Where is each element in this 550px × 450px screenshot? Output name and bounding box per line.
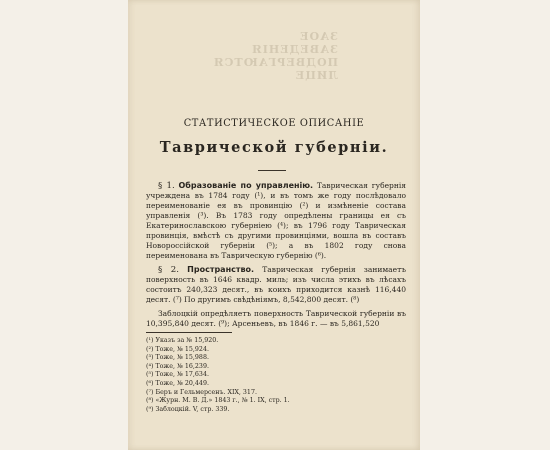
- section-heading: Образованіе по управленію.: [178, 181, 314, 190]
- footnote: (⁹) Заблоцкій. V, стр. 339.: [146, 405, 230, 413]
- footnote: (⁵) Тоже, № 17,634.: [146, 371, 209, 379]
- footnote: (⁷) Беръ и Гельмерсенъ. XIX, 317.: [146, 388, 257, 396]
- bleed-line: ЛИЦЕ: [294, 69, 338, 82]
- bleed-through-text: [212, 30, 338, 105]
- footnote: (¹) Указъ за № 15,920.: [146, 337, 219, 344]
- footnote: (²) Тоже, № 15,924.: [146, 345, 209, 353]
- page-subtitle: СТАТИСТИЧЕСКОЕ ОПИСАНІЕ: [183, 118, 365, 129]
- section-text: Таврическая губернія занимаетъ поверхность въ 1646 квадр. миль; изъ числа этихъ въ лѣсахъ состоитъ 240,323 десят., въ коихъ приходится казнѣ 116,440 десят. (⁷) По другимъ свѣдѣніямъ, 8,542,800 десят. (⁸): [146, 265, 406, 304]
- page-title: Таврической губерніи.: [159, 139, 389, 156]
- section-paragraph: [146, 181, 406, 261]
- book-page: [128, 0, 420, 450]
- section-paragraph: [146, 265, 406, 305]
- section-text: Таврическая губернія учреждена въ 1784 году (¹), и въ томъ же году послѣдовало переименованіе ея въ провинцію (²) и измѣненіе состава управленія (³). Въ 1783 году опредѣлены границы ея съ Екатеринославскою губерніею (⁴); въ 1796 году Таврическая провинція, вмѣстѣ съ другими провинціями, вошла въ составъ Новороссійской губерніи (⁵); а въ 1802 году снова переименована въ Таврическую губернію (⁶).: [146, 181, 406, 260]
- footnotes: [146, 337, 406, 414]
- title-divider: [258, 170, 286, 171]
- footnote: (⁸) «Журн. М. В. Д.» 1843 г., № 1. IX, стр. 1.: [146, 397, 290, 405]
- footnote-divider: [146, 332, 232, 333]
- bleed-line: ПОДВЕРГАЮТСЯ: [212, 56, 338, 69]
- section-number: § 2.: [158, 265, 179, 275]
- section-paragraph-continued: Заблоцкій опредѣляетъ поверхность Таврической губерніи въ 10,395,840 десят. (⁹); Арсеньевъ, въ 1846 г. — въ 5,861,520: [146, 309, 406, 328]
- bleed-line: ЗАОЕ ЗАВЕДЕНІЯ: [251, 30, 338, 56]
- main-text: [146, 181, 406, 333]
- footnote: (⁴) Тоже, № 16,239.: [146, 362, 209, 370]
- footnote: (⁶) Тоже, № 20,449.: [146, 379, 209, 387]
- section-number: § 1.: [158, 181, 175, 191]
- footnote: (³) Тоже, № 15,988.: [146, 354, 209, 362]
- section-heading: Пространство.: [187, 265, 255, 274]
